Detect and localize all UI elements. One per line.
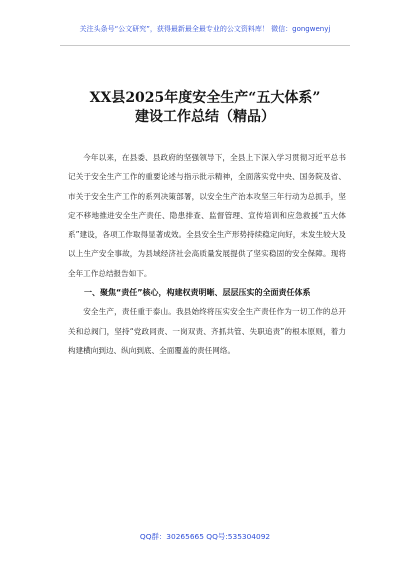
section-paragraph: 安全生产，责任重于泰山。我县始终将压实安全生产责任作为一切工作的总开关和总阀门，坚持“党政同责、一岗双责、齐抓共管、失职追责”的根本原则，着力构建横向到边、纵向到底、全面覆盖的责任网络。 [68, 307, 346, 355]
title-line-2: 建设工作总结（精品） [135, 109, 275, 125]
header-divider [60, 45, 350, 46]
document-title [60, 89, 350, 127]
header-banner: 关注头条号“公文研究”，获得最新最全最专业的公文资料库！ 微信：gongwenyj [79, 25, 331, 33]
title-line-1: XX县2025年度安全生产“五大体系” [89, 90, 321, 106]
intro-paragraph: 今年以来，在县委、县政府的坚强领导下，全县上下深入学习贯彻习近平总书记关于安全生产工作的重要论述与指示批示精神，全面落实党中央、国务院及省、市关于安全生产工作的系列决策部署，以安全生产治本攻坚三年行动为总抓手，坚定不移地推进安全生产责任、隐患排查、监督管理、宣传培训和应急救援“五大体系”建设，各项工作取得显著成效。全县安全生产形势持续稳定向好，未发生较大及以上生产安全事故，为县域经济社会高质量发展提供了坚实稳固的安全保障。现将全年工作总结报告如下。 [68, 153, 346, 278]
section-heading: 一、聚焦“责任”核心，构建权责明晰、层层压实的全面责任体系 [84, 288, 311, 298]
footer-contact: QQ群：30265665 QQ号:535304092 [139, 532, 271, 541]
document-body [68, 148, 346, 360]
